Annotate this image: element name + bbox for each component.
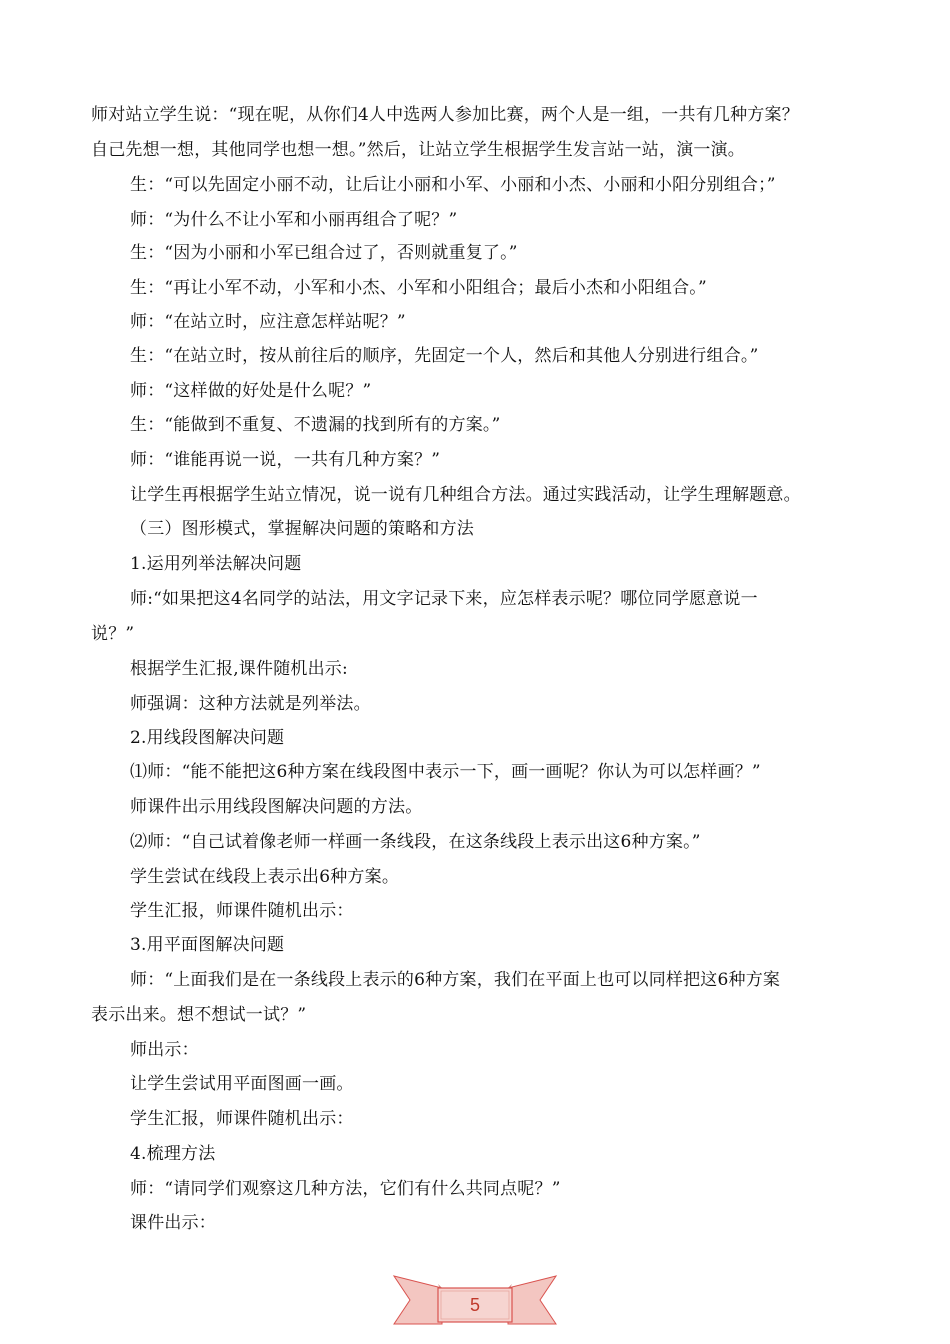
section-heading: （三）图形模式，掌握解决问题的策略和方法 [130,519,474,539]
text-line: 学生汇报，师课件随机出示： [130,901,354,921]
text-line: 师：“在站立时，应注意怎样站呢？” [130,312,406,332]
text-line: 师:“如果把这4名同学的站法，用文字记录下来，应怎样表示呢？哪位同学愿意说一 [130,589,758,609]
text-line: ⑴师：“能不能把这6种方案在线段图中表示一下，画一画呢？你认为可以怎样画？” [130,762,761,782]
text-line: 说？” [91,624,135,644]
text-line: 课件出示： [130,1213,216,1233]
page-number: 5 [469,1295,480,1315]
text-line: 生：“再让小军不动，小军和小杰、小军和小阳组合；最后小杰和小阳组合。” [130,278,707,298]
text-line: 师：“谁能再说一说，一共有几种方案？” [130,450,441,470]
text-line: 师强调：这种方法就是列举法。 [130,694,371,714]
ribbon-right-tail [508,1276,556,1324]
text-line: 生：“在站立时，按从前往后的顺序，先固定一个人，然后和其他人分别进行组合。” [130,346,759,366]
text-line: 生：“可以先固定小丽不动，让后让小丽和小军、小丽和小杰、小丽和小阳分别组合；” [130,175,776,195]
subsection-heading: 1.运用列举法解决问题 [130,554,302,574]
subsection-heading: 4.梳理方法 [130,1144,216,1164]
text-line: 自己先想一想，其他同学也想一想。”然后，让站立学生根据学生发言站一站，演一演。 [91,140,745,160]
text-line: 让学生再根据学生站立情况，说一说有几种组合方法。通过实践活动，让学生理解题意。 [130,485,801,505]
text-line: 师：“请同学们观察这几种方法，它们有什么共同点呢？” [130,1179,561,1199]
subsection-heading: 2.用线段图解决问题 [130,728,285,748]
text-line: 根据学生汇报,课件随机出示: [130,659,348,679]
text-line: 师对站立学生说：“现在呢，从你们4人中选两人参加比赛，两个人是一组，一共有几种方案？ [91,105,799,125]
text-line: 学生汇报，师课件随机出示： [130,1109,354,1129]
text-line: 师：“这样做的好处是什么呢？” [130,381,372,401]
text-line: 生：“因为小丽和小军已组合过了，否则就重复了。” [130,243,518,263]
text-line: 师：“上面我们是在一条线段上表示的6种方案，我们在平面上也可以同样把这6种方案 [130,970,781,990]
text-line: 师：“为什么不让小军和小丽再组合了呢？” [130,210,458,230]
text-line: ⑵师：“自己试着像老师一样画一条线段，在这条线段上表示出这6种方案。” [130,832,701,852]
text-line: 师出示： [130,1040,199,1060]
text-line: 表示出来。想不想试一试？” [91,1005,307,1025]
text-line: 生：“能做到不重复、不遗漏的找到所有的方案。” [130,415,501,435]
subsection-heading: 3.用平面图解决问题 [130,935,285,955]
text-line: 师课件出示用线段图解决问题的方法。 [130,797,423,817]
text-line: 让学生尝试用平面图画一画。 [130,1074,354,1094]
text-line: 学生尝试在线段上表示出6种方案。 [130,867,400,887]
ribbon-left-tail [394,1276,442,1324]
